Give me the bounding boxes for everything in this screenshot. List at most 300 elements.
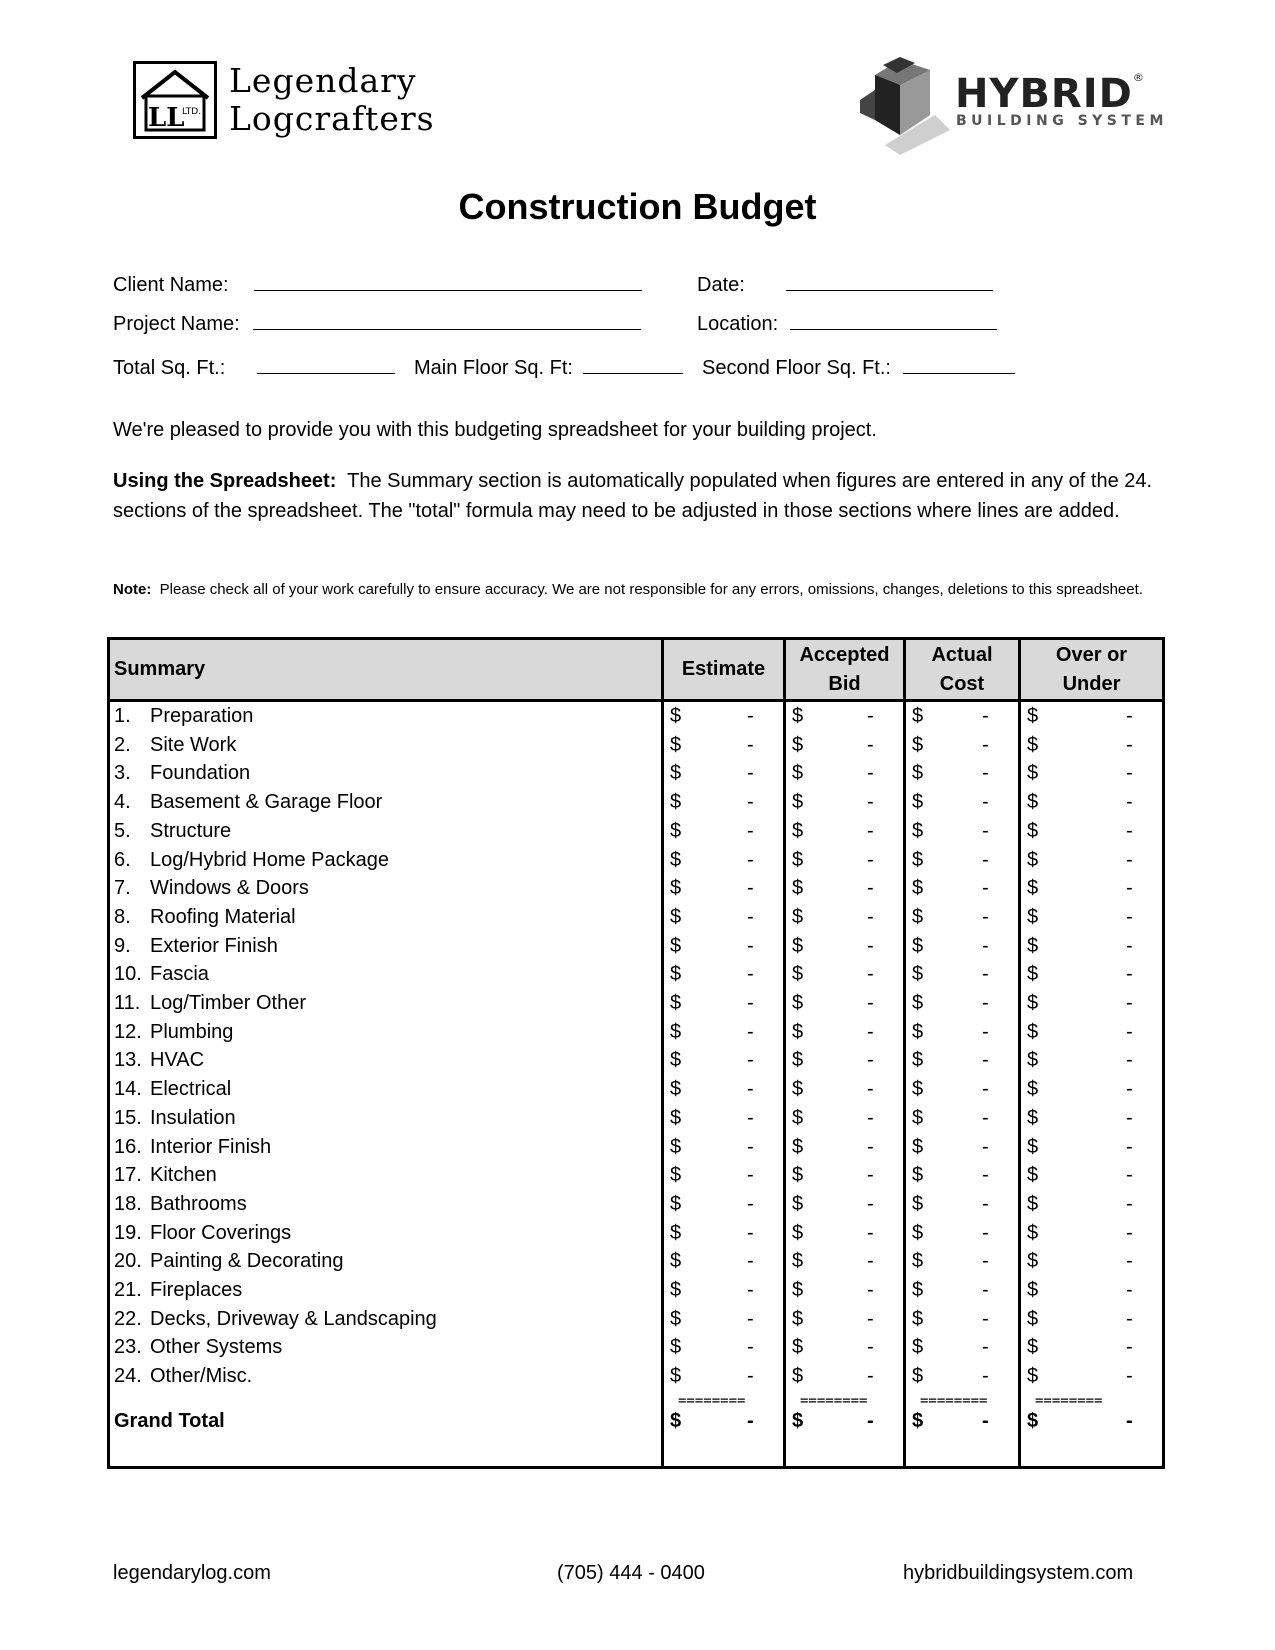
currency-symbol: $: [1027, 934, 1039, 957]
client-name-blank[interactable]: [254, 272, 642, 291]
currency-symbol: $: [670, 905, 682, 928]
currency-symbol: $: [1027, 1409, 1039, 1432]
header-summary: Summary: [114, 658, 206, 680]
ltd-badge-text: LTD.: [182, 107, 202, 117]
cell-value[interactable]: -: [747, 1164, 754, 1187]
currency-symbol: $: [912, 791, 924, 814]
main-floor-field[interactable]: [414, 355, 683, 380]
currency-symbol: $: [792, 791, 804, 814]
currency-symbol: $: [792, 992, 804, 1014]
table-row: [110, 817, 1162, 847]
cell-value[interactable]: -: [747, 1049, 754, 1072]
row-number: 4.: [114, 791, 131, 814]
cell-value[interactable]: -: [982, 992, 989, 1014]
cell-value[interactable]: -: [1126, 1106, 1133, 1129]
location-field[interactable]: [697, 311, 997, 336]
footer-website-left[interactable]: legendarylog.com: [113, 1562, 271, 1584]
ll-wordmark-line2: Logcrafters: [229, 99, 435, 138]
currency-symbol: $: [670, 733, 682, 756]
row-label: Plumbing: [150, 1020, 234, 1043]
cell-value[interactable]: -: [1126, 733, 1133, 756]
cell-value[interactable]: -: [867, 1365, 874, 1388]
row-number: 10.: [114, 963, 142, 986]
cell-value[interactable]: -: [747, 1409, 754, 1432]
page-title: Construction Budget: [458, 186, 817, 227]
total-separator: ========: [920, 1392, 988, 1409]
cell-value[interactable]: -: [982, 848, 989, 871]
cell-value[interactable]: -: [982, 1078, 989, 1101]
table-row: [110, 903, 1162, 933]
currency-symbol: $: [1027, 1221, 1039, 1244]
row-number: 6.: [114, 848, 131, 871]
table-row: [110, 731, 1162, 761]
currency-symbol: $: [792, 1135, 804, 1158]
cell-value[interactable]: -: [747, 963, 754, 986]
currency-symbol: $: [1027, 1279, 1039, 1301]
column-header: [664, 640, 783, 699]
currency-symbol: $: [912, 1221, 924, 1244]
cell-value[interactable]: -: [747, 1336, 754, 1359]
cell-value[interactable]: -: [1126, 1221, 1133, 1244]
summary-table: [107, 637, 1165, 1469]
cell-value[interactable]: -: [982, 1106, 989, 1129]
currency-symbol: $: [792, 848, 804, 871]
cell-value[interactable]: -: [747, 992, 754, 1014]
cell-value[interactable]: -: [747, 791, 754, 814]
currency-symbol: $: [912, 1192, 924, 1215]
second-floor-field[interactable]: [702, 355, 1015, 380]
row-number: 22.: [114, 1307, 142, 1330]
row-label: Structure: [150, 819, 232, 842]
cell-value[interactable]: -: [1126, 819, 1133, 842]
grand-total-label: Grand Total: [114, 1409, 225, 1432]
date-field[interactable]: [697, 272, 993, 297]
table-row: [110, 1190, 1162, 1220]
currency-symbol: $: [1027, 705, 1039, 727]
table-row: [110, 932, 1162, 962]
column-header: [1021, 640, 1162, 699]
row-number: 13.: [114, 1049, 142, 1072]
currency-symbol: $: [670, 1279, 682, 1301]
cell-value[interactable]: -: [747, 1078, 754, 1101]
cell-value[interactable]: -: [982, 1250, 989, 1273]
column-header-line2: Bid: [828, 672, 861, 695]
cell-value[interactable]: -: [1126, 1307, 1133, 1330]
ll-wordmark: [229, 62, 435, 138]
ll-emblem-icon: [133, 61, 217, 139]
footer-phone: (705) 444 - 0400: [557, 1562, 705, 1584]
cell-value[interactable]: -: [1126, 1192, 1133, 1215]
row-number: 14.: [114, 1078, 142, 1101]
cell-value[interactable]: -: [867, 1307, 874, 1330]
cell-value[interactable]: -: [1126, 1336, 1133, 1359]
hybrid-subtitle: BUILDING SYSTEM: [956, 113, 1168, 129]
table-row: [110, 1133, 1162, 1163]
cell-value[interactable]: -: [867, 1279, 874, 1301]
row-label: Electrical: [150, 1078, 232, 1101]
cell-value[interactable]: -: [867, 1409, 874, 1432]
cell-value[interactable]: -: [982, 1365, 989, 1388]
column-header-line1: Over or: [1055, 643, 1128, 666]
ll-wordmark-line1: Legendary: [229, 61, 417, 100]
cell-value[interactable]: -: [747, 1279, 754, 1301]
row-number: 15.: [114, 1106, 142, 1129]
row-label: Bathrooms: [150, 1192, 247, 1215]
currency-symbol: $: [1027, 1020, 1039, 1043]
currency-symbol: $: [1027, 1164, 1039, 1187]
cell-value[interactable]: -: [1126, 848, 1133, 871]
currency-symbol: $: [792, 905, 804, 928]
currency-symbol: $: [792, 1106, 804, 1129]
cell-value[interactable]: -: [867, 848, 874, 871]
currency-symbol: $: [912, 819, 924, 842]
cell-value[interactable]: -: [747, 1365, 754, 1388]
currency-symbol: $: [792, 1365, 804, 1388]
project-name-blank[interactable]: [253, 311, 641, 330]
cell-value[interactable]: -: [982, 791, 989, 814]
cell-value[interactable]: -: [1126, 1020, 1133, 1043]
currency-symbol: $: [912, 1164, 924, 1187]
table-row: [110, 1046, 1162, 1076]
currency-symbol: $: [1027, 1250, 1039, 1273]
row-label: Other/Misc.: [150, 1365, 253, 1388]
row-number: 24.: [114, 1365, 142, 1388]
cell-value[interactable]: -: [747, 1250, 754, 1273]
table-row: [110, 1104, 1162, 1134]
date-label: Date:: [697, 274, 745, 296]
using-body: The Summary section is automatically populated when figures are entered in any of the 24. sections of the spreadsheet. The "total" formula may need to be adjusted in those sections where lines are added.: [113, 470, 1153, 522]
currency-symbol: $: [792, 1279, 804, 1301]
cell-value[interactable]: -: [982, 733, 989, 756]
using-label: Using the Spreadsheet:: [113, 470, 337, 492]
hybrid-title: HYBRID®: [955, 71, 1145, 117]
row-label: Fascia: [150, 963, 209, 986]
currency-symbol: $: [670, 1250, 682, 1273]
table-row: [110, 702, 1162, 732]
row-number: 17.: [114, 1164, 142, 1187]
cell-value[interactable]: -: [747, 762, 754, 785]
cell-value[interactable]: -: [867, 877, 874, 900]
second-floor-blank[interactable]: [903, 355, 1015, 374]
cell-value[interactable]: -: [747, 934, 754, 957]
column-header-line1: Accepted: [799, 643, 890, 666]
cell-value[interactable]: -: [982, 705, 989, 727]
cell-value[interactable]: -: [747, 1192, 754, 1215]
currency-symbol: $: [670, 1106, 682, 1129]
cell-value[interactable]: -: [982, 877, 989, 900]
currency-symbol: $: [792, 733, 804, 756]
currency-symbol: $: [912, 1336, 924, 1359]
cell-value[interactable]: -: [747, 733, 754, 756]
currency-symbol: $: [670, 992, 682, 1014]
row-number: 19.: [114, 1221, 142, 1244]
currency-symbol: $: [670, 762, 682, 785]
currency-symbol: $: [1027, 963, 1039, 986]
currency-symbol: $: [670, 963, 682, 986]
currency-symbol: $: [1027, 1307, 1039, 1330]
cell-value[interactable]: -: [1126, 1279, 1133, 1301]
currency-symbol: $: [792, 1250, 804, 1273]
cell-value[interactable]: -: [982, 1307, 989, 1330]
footer-website-right[interactable]: hybridbuildingsystem.com: [903, 1562, 1134, 1584]
second-floor-label: Second Floor Sq. Ft.:: [702, 357, 891, 379]
currency-symbol: $: [792, 1164, 804, 1187]
column-header-line1: Estimate: [681, 658, 766, 680]
cell-value[interactable]: -: [1126, 992, 1133, 1014]
table-row: [110, 1018, 1162, 1048]
currency-symbol: $: [670, 1409, 682, 1432]
table-row: [110, 874, 1162, 904]
cell-value[interactable]: -: [1126, 934, 1133, 957]
cell-value[interactable]: -: [1126, 1409, 1133, 1432]
currency-symbol: $: [792, 762, 804, 785]
row-number: 16.: [114, 1135, 142, 1158]
column-header-line2: Cost: [939, 672, 985, 695]
currency-symbol: $: [1027, 905, 1039, 928]
currency-symbol: $: [912, 1020, 924, 1043]
cell-value[interactable]: -: [982, 1221, 989, 1244]
cell-value[interactable]: -: [982, 934, 989, 957]
row-label: Other Systems: [150, 1336, 283, 1359]
currency-symbol: $: [670, 1307, 682, 1330]
currency-symbol: $: [792, 1049, 804, 1072]
total-sqft-field[interactable]: [113, 355, 395, 380]
cell-value[interactable]: -: [982, 1336, 989, 1359]
table-row: [110, 1161, 1162, 1191]
cell-value[interactable]: -: [1126, 963, 1133, 986]
currency-symbol: $: [670, 848, 682, 871]
cell-value[interactable]: -: [867, 963, 874, 986]
currency-symbol: $: [670, 819, 682, 842]
cell-value[interactable]: -: [867, 1192, 874, 1215]
currency-symbol: $: [912, 1365, 924, 1388]
main-floor-blank[interactable]: [583, 355, 683, 374]
currency-symbol: $: [1027, 1135, 1039, 1158]
cell-value[interactable]: -: [982, 1279, 989, 1301]
currency-symbol: $: [912, 934, 924, 957]
column-header: [906, 640, 1018, 699]
cell-value[interactable]: -: [867, 762, 874, 785]
cell-value[interactable]: -: [867, 992, 874, 1014]
currency-symbol: $: [912, 1078, 924, 1101]
currency-symbol: $: [1027, 877, 1039, 900]
cell-value[interactable]: -: [867, 1020, 874, 1043]
cell-value[interactable]: -: [867, 1336, 874, 1359]
currency-symbol: $: [912, 705, 924, 727]
currency-symbol: $: [670, 934, 682, 957]
currency-symbol: $: [670, 1164, 682, 1187]
currency-symbol: $: [1027, 1078, 1039, 1101]
note-text: [113, 578, 1163, 602]
cell-value[interactable]: -: [1126, 762, 1133, 785]
cell-value[interactable]: -: [982, 819, 989, 842]
legendary-logcrafters-logo: [133, 60, 435, 140]
currency-symbol: $: [670, 1135, 682, 1158]
hybrid-building-system-logo: [855, 55, 1168, 165]
row-label: Windows & Doors: [150, 877, 309, 900]
cell-value[interactable]: -: [982, 1409, 989, 1432]
table-row: [110, 960, 1162, 990]
cell-value[interactable]: -: [867, 934, 874, 957]
cell-value[interactable]: -: [982, 963, 989, 986]
table-row: [110, 989, 1162, 1019]
row-label: Painting & Decorating: [150, 1250, 344, 1273]
cell-value[interactable]: -: [1126, 705, 1133, 727]
row-label: Kitchen: [150, 1164, 217, 1187]
currency-symbol: $: [912, 963, 924, 986]
currency-symbol: $: [670, 1336, 682, 1359]
cell-value[interactable]: -: [867, 1078, 874, 1101]
row-number: 9.: [114, 934, 131, 957]
row-number: 5.: [114, 819, 131, 842]
row-number: 20.: [114, 1250, 142, 1273]
currency-symbol: $: [792, 1221, 804, 1244]
currency-symbol: $: [1027, 848, 1039, 871]
cell-value[interactable]: -: [867, 1164, 874, 1187]
currency-symbol: $: [1027, 819, 1039, 842]
row-number: 2.: [114, 733, 131, 756]
cell-value[interactable]: -: [982, 1192, 989, 1215]
total-separator: ========: [800, 1392, 868, 1409]
row-label: Roofing Material: [150, 905, 296, 928]
cell-value[interactable]: -: [1126, 1135, 1133, 1158]
row-label: Basement & Garage Floor: [150, 791, 383, 814]
row-label: Decks, Driveway & Landscaping: [150, 1307, 437, 1330]
cell-value[interactable]: -: [867, 791, 874, 814]
cell-value[interactable]: -: [867, 733, 874, 756]
cell-value[interactable]: -: [867, 705, 874, 727]
currency-symbol: $: [792, 1336, 804, 1359]
currency-symbol: $: [1027, 1192, 1039, 1215]
currency-symbol: $: [792, 1192, 804, 1215]
table-row: [110, 1305, 1162, 1335]
cell-value[interactable]: -: [982, 905, 989, 928]
project-name-label: Project Name:: [113, 313, 240, 335]
cell-value[interactable]: -: [1126, 905, 1133, 928]
client-name-label: Client Name:: [113, 274, 229, 296]
row-label: Log/Timber Other: [150, 992, 306, 1014]
currency-symbol: $: [912, 848, 924, 871]
cell-value[interactable]: -: [867, 1049, 874, 1072]
cell-value[interactable]: -: [867, 1250, 874, 1273]
currency-symbol: $: [792, 705, 804, 727]
currency-symbol: $: [912, 1135, 924, 1158]
location-blank[interactable]: [790, 311, 997, 330]
currency-symbol: $: [1027, 1365, 1039, 1388]
row-number: 12.: [114, 1020, 142, 1043]
currency-symbol: $: [912, 762, 924, 785]
cell-value[interactable]: -: [747, 1307, 754, 1330]
cell-value[interactable]: -: [1126, 1250, 1133, 1273]
table-row: [110, 1219, 1162, 1249]
grand-total-row: [110, 1407, 1162, 1437]
currency-symbol: $: [670, 1365, 682, 1388]
cell-value[interactable]: -: [867, 1221, 874, 1244]
table-row: [110, 1247, 1162, 1277]
cell-value[interactable]: -: [1126, 1049, 1133, 1072]
table-row: [110, 759, 1162, 789]
client-name-field[interactable]: [113, 272, 642, 297]
table-row: [110, 846, 1162, 876]
row-number: 3.: [114, 762, 131, 785]
currency-symbol: $: [792, 1307, 804, 1330]
currency-symbol: $: [1027, 992, 1039, 1014]
hybrid-house-icon: [855, 55, 955, 155]
note-body: Please check all of your work carefully to ensure accuracy. We are not responsible for any errors, omissions, changes, deletions to this spreadsheet.: [159, 581, 1143, 598]
cell-value[interactable]: -: [1126, 877, 1133, 900]
cell-value[interactable]: -: [747, 1020, 754, 1043]
cell-value[interactable]: -: [747, 1221, 754, 1244]
cell-value[interactable]: -: [747, 819, 754, 842]
intro-text: We're pleased to provide you with this budgeting spreadsheet for your building project.: [113, 419, 877, 441]
project-name-field[interactable]: [113, 311, 641, 336]
currency-symbol: $: [912, 905, 924, 928]
cell-value[interactable]: -: [867, 905, 874, 928]
currency-symbol: $: [670, 1078, 682, 1101]
currency-symbol: $: [792, 934, 804, 957]
cell-value[interactable]: -: [982, 1020, 989, 1043]
currency-symbol: $: [670, 1221, 682, 1244]
cell-value[interactable]: -: [982, 1164, 989, 1187]
currency-symbol: $: [912, 992, 924, 1014]
currency-symbol: $: [1027, 1049, 1039, 1072]
row-number: 7.: [114, 877, 131, 900]
cell-value[interactable]: -: [1126, 791, 1133, 814]
currency-symbol: $: [912, 1409, 924, 1432]
cell-value[interactable]: -: [1126, 1164, 1133, 1187]
cell-value[interactable]: -: [747, 705, 754, 727]
cell-value[interactable]: -: [1126, 1078, 1133, 1101]
currency-symbol: $: [912, 1106, 924, 1129]
currency-symbol: $: [792, 1020, 804, 1043]
currency-symbol: $: [912, 1049, 924, 1072]
currency-symbol: $: [912, 733, 924, 756]
currency-symbol: $: [670, 877, 682, 900]
row-label: Insulation: [150, 1106, 236, 1129]
row-label: Interior Finish: [150, 1135, 272, 1158]
cell-value[interactable]: -: [1126, 1365, 1133, 1388]
currency-symbol: $: [1027, 1106, 1039, 1129]
total-separator: ========: [1035, 1392, 1103, 1409]
total-separator: ========: [678, 1392, 746, 1409]
using-spreadsheet-text: [113, 466, 1163, 526]
total-sqft-blank[interactable]: [257, 355, 395, 374]
cell-value[interactable]: -: [747, 1106, 754, 1129]
date-blank[interactable]: [786, 272, 993, 291]
row-label: Preparation: [150, 705, 254, 727]
cell-value[interactable]: -: [747, 877, 754, 900]
cell-value[interactable]: -: [982, 1135, 989, 1158]
total-sqft-label: Total Sq. Ft.:: [113, 357, 226, 379]
cell-value[interactable]: -: [747, 1135, 754, 1158]
cell-value[interactable]: -: [867, 1106, 874, 1129]
row-label: Floor Coverings: [150, 1221, 292, 1244]
cell-value[interactable]: -: [867, 819, 874, 842]
cell-value[interactable]: -: [747, 905, 754, 928]
currency-symbol: $: [792, 963, 804, 986]
cell-value[interactable]: -: [867, 1135, 874, 1158]
currency-symbol: $: [1027, 1336, 1039, 1359]
column-header-line2: Under: [1062, 672, 1121, 695]
cell-value[interactable]: -: [982, 762, 989, 785]
currency-symbol: $: [1027, 791, 1039, 814]
currency-symbol: $: [670, 791, 682, 814]
note-label: Note:: [113, 581, 152, 598]
cell-value[interactable]: -: [747, 848, 754, 871]
table-row: [110, 788, 1162, 818]
currency-symbol: $: [912, 1279, 924, 1301]
cell-value[interactable]: -: [982, 1049, 989, 1072]
